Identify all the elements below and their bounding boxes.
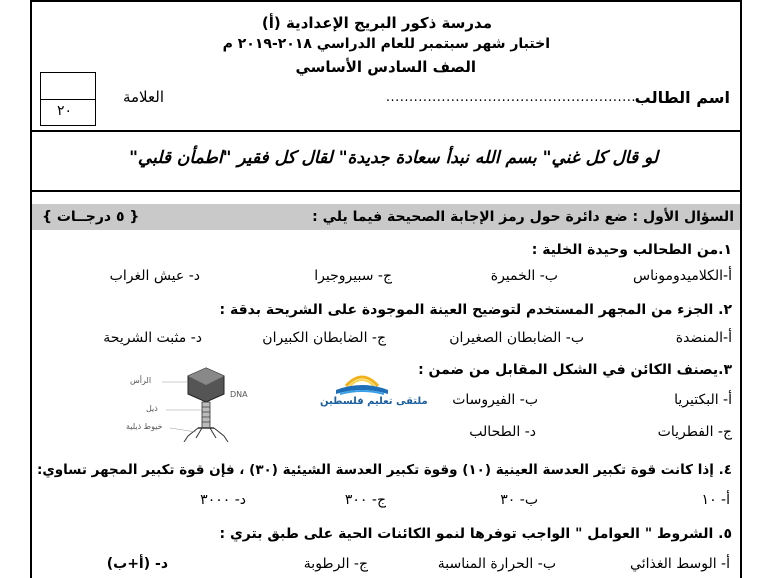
total-mark: ٢٠ <box>57 103 73 119</box>
motto-divider <box>32 190 740 192</box>
section-title: السؤال الأول : ضع دائرة حول رمز الإجابة الصحيحة فيما يلي : <box>312 209 734 225</box>
q1-option-b[interactable]: ب- الخميرة <box>490 268 558 284</box>
q5-option-b[interactable]: ب- الحرارة المناسبة <box>437 556 556 572</box>
q2-option-d[interactable]: د- مثبت الشريحة <box>103 330 202 346</box>
exam-title: اختبار شهر سبتمبر للعام الدراسي ٢٠١٨-٢٠١٩ م <box>222 36 550 52</box>
q1-option-d[interactable]: د- عيش الغراب <box>109 268 200 284</box>
virus-label-tail: ذيل <box>146 404 158 413</box>
question-2: ٢. الجزء من المجهر المستخدم لتوضيح العينة الموجودة على الشريحة بدقة : <box>219 302 732 318</box>
page-frame <box>30 0 742 578</box>
question-5: ٥. الشروط " العوامل " الواجب توفرها لنمو الكائنات الحية على طبق بتري : <box>219 526 732 542</box>
school-name: مدرسة ذكور البريج الإعدادية (أ) <box>261 14 492 32</box>
score-box <box>40 72 96 126</box>
virus-label-tail-fibers: خيوط ذيلية <box>126 422 163 431</box>
q4-option-a[interactable]: أ- ١٠ <box>701 492 730 508</box>
question-4: ٤. إذا كانت قوة تكبير العدسة العينية (١٠) وقوة تكبير العدسة الشيئية (٣٠) ، فإن قوة تكبير المجهر تساوي: <box>36 462 732 478</box>
mark-label: العلامة <box>122 88 164 106</box>
q1-option-c[interactable]: ج- سبيروجيرا <box>314 268 392 284</box>
q5-option-c[interactable]: ج- الرطوبة <box>303 556 368 572</box>
logo-caption: ملتقى تعليم فلسطين <box>320 396 428 407</box>
q3-option-a[interactable]: أ- البكتيريا <box>674 392 732 408</box>
q2-option-c[interactable]: ج- الضابطان الكبيران <box>262 330 386 346</box>
q5-option-a[interactable]: أ- الوسط الغذائي <box>630 556 730 572</box>
q1-option-a[interactable]: أ-الكلاميدوموناس <box>633 268 732 284</box>
virus-label-dna: DNA <box>230 390 248 399</box>
q3-option-c[interactable]: ج- الفطريات <box>657 424 732 440</box>
student-name-field[interactable]: ...................................................... <box>385 90 636 105</box>
grade-label: الصف السادس الأساسي <box>295 58 476 76</box>
student-name-label: اسم الطالب <box>634 88 730 107</box>
q3-option-d[interactable]: د- الطحالب <box>469 424 536 440</box>
virus-figure <box>126 364 276 442</box>
section-points: { ٥ درجــات } <box>42 209 140 225</box>
q2-option-a[interactable]: أ-المنضدة <box>675 330 732 346</box>
q4-option-b[interactable]: ب- ٣٠ <box>500 492 538 508</box>
motto: لو قال كل غني" بسم الله نبدأ سعادة جديدة" لقال كل فقير "اطمأن قلبي" <box>129 148 658 168</box>
logo <box>316 360 428 412</box>
q4-option-d[interactable]: د- ٣٠٠٠ <box>200 492 246 508</box>
virus-label-head: الرأس <box>130 376 152 385</box>
q5-option-d[interactable]: د- (أ+ب) <box>106 556 168 572</box>
q4-option-c[interactable]: ج- ٣٠٠ <box>344 492 386 508</box>
q3-option-b[interactable]: ب- الفيروسات <box>452 392 538 408</box>
q2-option-b[interactable]: ب- الضابطان الصغيران <box>449 330 584 346</box>
question-1: ١.من الطحالب وحيدة الخلية : <box>531 242 732 258</box>
header-divider <box>32 130 740 132</box>
question-3: ٣.يصنف الكائن في الشكل المقابل من ضمن : <box>418 362 732 378</box>
